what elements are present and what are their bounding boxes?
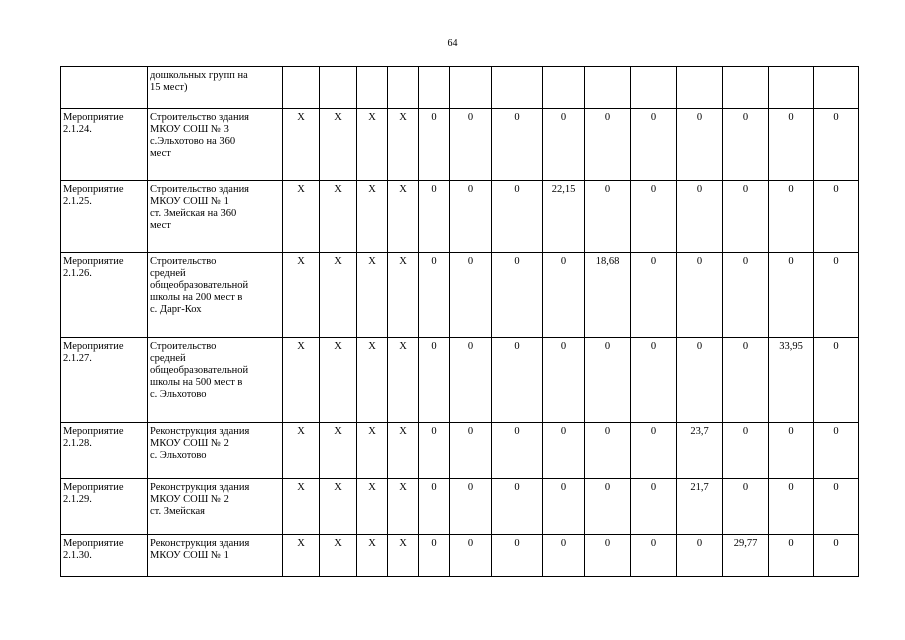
value-cell: X [388, 479, 419, 535]
value-cell: 0 [450, 479, 492, 535]
value-cell: 21,7 [677, 479, 723, 535]
value-cell: 0 [631, 535, 677, 577]
activity-code-cell: Мероприятие 2.1.30. [61, 535, 148, 577]
table-row [61, 479, 859, 535]
activity-name-cell: Реконструкция здания МКОУ СОШ № 1 [148, 535, 283, 577]
activity-code-cell: Мероприятие 2.1.27. [61, 338, 148, 423]
value-cell: 0 [769, 535, 814, 577]
value-cell: 0 [677, 181, 723, 253]
value-cell: 0 [450, 535, 492, 577]
value-cell: 23,7 [677, 423, 723, 479]
value-cell [492, 67, 543, 109]
activity-name-cell: Строительство средней общеобразовательной школы на 500 мест в с. Эльхотово [148, 338, 283, 423]
value-cell: X [320, 181, 357, 253]
value-cell: 0 [585, 423, 631, 479]
value-cell: 0 [814, 109, 859, 181]
value-cell: 0 [450, 109, 492, 181]
value-cell: 0 [723, 181, 769, 253]
value-cell: 0 [631, 109, 677, 181]
value-cell: 0 [543, 535, 585, 577]
value-cell: 0 [631, 423, 677, 479]
value-cell: 0 [723, 479, 769, 535]
value-cell: X [320, 423, 357, 479]
value-cell [320, 67, 357, 109]
value-cell: X [388, 423, 419, 479]
activity-code-cell [61, 67, 148, 109]
value-cell: 0 [723, 338, 769, 423]
value-cell: 0 [723, 253, 769, 338]
value-cell: 0 [677, 535, 723, 577]
table-row [61, 181, 859, 253]
value-cell: X [283, 338, 320, 423]
value-cell: 0 [419, 535, 450, 577]
table-row [61, 67, 859, 109]
value-cell: X [388, 338, 419, 423]
value-cell: X [320, 253, 357, 338]
value-cell: X [283, 535, 320, 577]
value-cell: X [320, 338, 357, 423]
value-cell: 0 [769, 181, 814, 253]
value-cell: 29,77 [723, 535, 769, 577]
value-cell: 0 [677, 338, 723, 423]
value-cell: 0 [677, 109, 723, 181]
value-cell [769, 67, 814, 109]
activity-code-cell: Мероприятие 2.1.26. [61, 253, 148, 338]
value-cell: X [388, 253, 419, 338]
activity-name-cell: Строительство средней общеобразовательной школы на 200 мест в с. Дарг-Кох [148, 253, 283, 338]
value-cell: 0 [631, 338, 677, 423]
value-cell [723, 67, 769, 109]
value-cell: 0 [814, 535, 859, 577]
value-cell: 0 [543, 253, 585, 338]
value-cell: 0 [492, 479, 543, 535]
value-cell: X [283, 109, 320, 181]
value-cell: 0 [585, 338, 631, 423]
value-cell: 0 [769, 253, 814, 338]
value-cell: X [283, 479, 320, 535]
value-cell: 0 [769, 479, 814, 535]
value-cell [419, 67, 450, 109]
value-cell: X [320, 109, 357, 181]
activity-code-cell: Мероприятие 2.1.28. [61, 423, 148, 479]
value-cell [543, 67, 585, 109]
value-cell: 0 [492, 109, 543, 181]
value-cell: 18,68 [585, 253, 631, 338]
value-cell: 0 [677, 253, 723, 338]
value-cell: X [320, 535, 357, 577]
value-cell: 22,15 [543, 181, 585, 253]
value-cell: X [357, 181, 388, 253]
value-cell: X [357, 479, 388, 535]
value-cell: 0 [492, 338, 543, 423]
activity-code-cell: Мероприятие 2.1.24. [61, 109, 148, 181]
value-cell: 0 [492, 535, 543, 577]
value-cell: 0 [585, 535, 631, 577]
value-cell: 0 [450, 181, 492, 253]
activity-code-cell: Мероприятие 2.1.29. [61, 479, 148, 535]
value-cell [357, 67, 388, 109]
value-cell: 0 [450, 423, 492, 479]
value-cell: 0 [543, 109, 585, 181]
value-cell: 0 [450, 253, 492, 338]
value-cell: 0 [543, 423, 585, 479]
value-cell: X [320, 479, 357, 535]
value-cell [585, 67, 631, 109]
value-cell: X [357, 109, 388, 181]
value-cell [631, 67, 677, 109]
value-cell [814, 67, 859, 109]
value-cell [283, 67, 320, 109]
value-cell: X [357, 423, 388, 479]
value-cell: 0 [492, 181, 543, 253]
activity-name-cell: дошкольных групп на 15 мест) [148, 67, 283, 109]
table-row [61, 423, 859, 479]
value-cell: X [388, 535, 419, 577]
value-cell: 0 [814, 479, 859, 535]
activity-code-cell: Мероприятие 2.1.25. [61, 181, 148, 253]
value-cell: X [283, 181, 320, 253]
value-cell: 0 [769, 423, 814, 479]
value-cell: 0 [492, 423, 543, 479]
value-cell: 0 [419, 479, 450, 535]
activity-name-cell: Строительство здания МКОУ СОШ № 3 с.Эльхотово на 360 мест [148, 109, 283, 181]
table-row [61, 535, 859, 577]
value-cell: 0 [585, 181, 631, 253]
value-cell: 0 [814, 338, 859, 423]
value-cell: 0 [543, 338, 585, 423]
program-activities-table [60, 66, 859, 577]
activity-name-cell: Строительство здания МКОУ СОШ № 1 ст. Змейская на 360 мест [148, 181, 283, 253]
value-cell [388, 67, 419, 109]
page-number: 64 [447, 38, 458, 49]
value-cell: 0 [723, 423, 769, 479]
value-cell: 0 [814, 423, 859, 479]
value-cell: 0 [492, 253, 543, 338]
value-cell: 0 [631, 479, 677, 535]
table-row [61, 338, 859, 423]
value-cell [677, 67, 723, 109]
value-cell: 0 [631, 253, 677, 338]
value-cell: 0 [419, 181, 450, 253]
value-cell: 0 [419, 423, 450, 479]
value-cell: X [357, 253, 388, 338]
value-cell [450, 67, 492, 109]
value-cell: 0 [543, 479, 585, 535]
value-cell: 0 [419, 338, 450, 423]
value-cell: 0 [631, 181, 677, 253]
value-cell: 0 [723, 109, 769, 181]
value-cell: 0 [585, 479, 631, 535]
value-cell: X [357, 535, 388, 577]
value-cell: 0 [814, 253, 859, 338]
value-cell: X [283, 423, 320, 479]
value-cell: X [388, 181, 419, 253]
value-cell: 0 [419, 109, 450, 181]
table-row [61, 253, 859, 338]
activity-name-cell: Реконструкция здания МКОУ СОШ № 2 ст. Змейская [148, 479, 283, 535]
value-cell: 0 [769, 109, 814, 181]
value-cell: 0 [450, 338, 492, 423]
activity-name-cell: Реконструкция здания МКОУ СОШ № 2 с. Эльхотово [148, 423, 283, 479]
value-cell: 0 [814, 181, 859, 253]
value-cell: X [357, 338, 388, 423]
value-cell: X [388, 109, 419, 181]
value-cell: X [283, 253, 320, 338]
value-cell: 33,95 [769, 338, 814, 423]
value-cell: 0 [585, 109, 631, 181]
value-cell: 0 [419, 253, 450, 338]
table-row [61, 109, 859, 181]
